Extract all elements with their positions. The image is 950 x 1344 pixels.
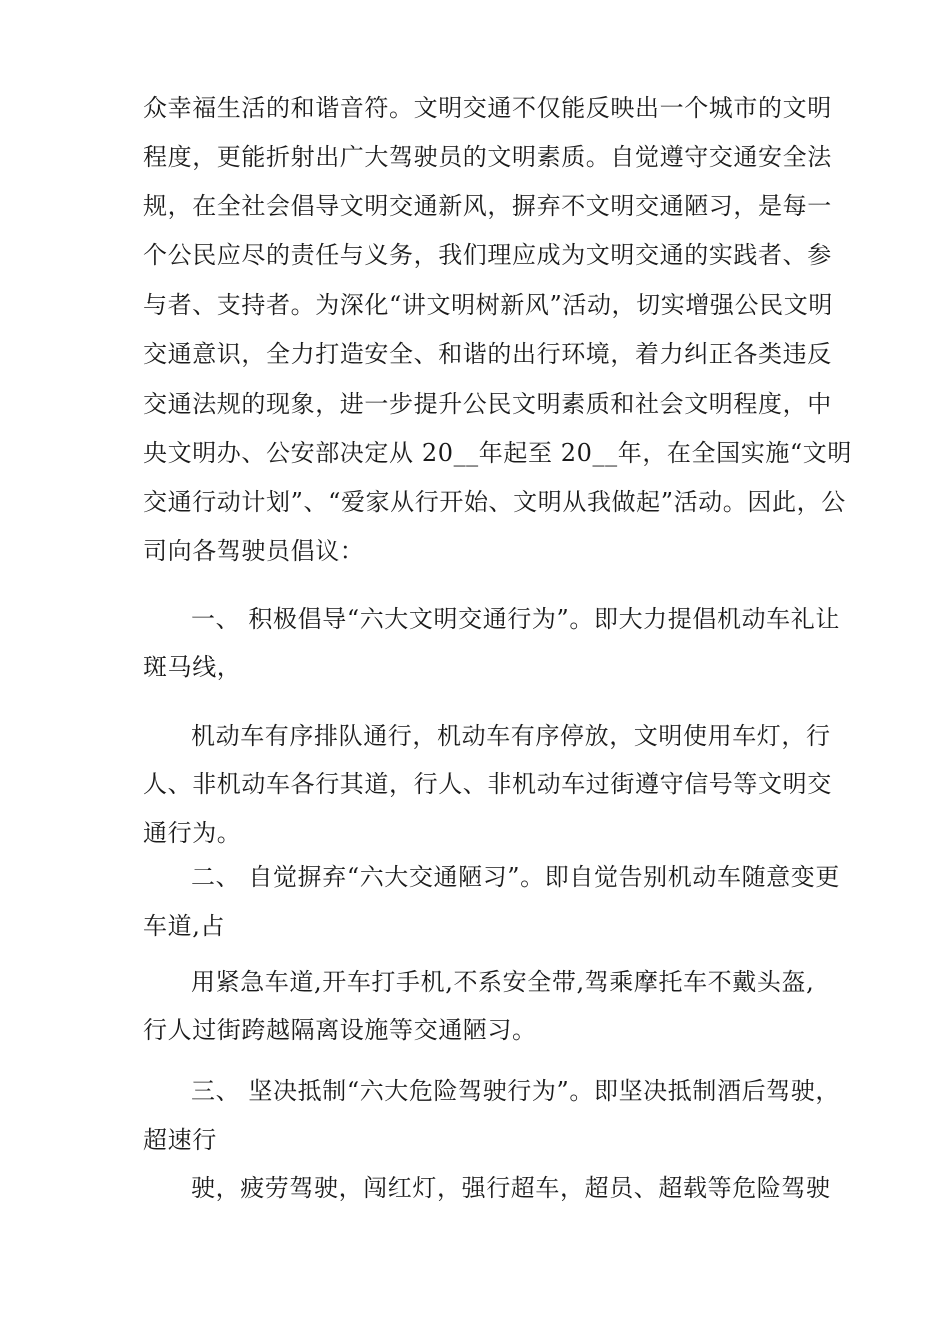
text-line: 交通行动计划”、“爱家从行开始、文明从我做起”活动。因此，公 [143, 488, 846, 516]
text-line: 与者、支持者。为深化“讲文明树新风”活动，切实增强公民文明 [143, 291, 833, 319]
text-line: 斑马线， [143, 653, 242, 681]
text-line: 用紧急车道,开车打手机,不系安全带,驾乘摩托车不戴头盔, [191, 968, 815, 996]
text-line: 程度，更能折射出广大驾驶员的文明素质。自觉遵守交通安全法 [143, 143, 832, 171]
text-line: 交通法规的现象，进一步提升公民文明素质和社会文明程度，中 [143, 390, 832, 418]
text-line: 众幸福生活的和谐音符。文明交通不仅能反映出一个城市的文明 [143, 94, 832, 122]
text-line: 二、 自觉摒弃“六大交通陋习”。即自觉告别机动车随意变更 [191, 863, 840, 891]
text-line: 个公民应尽的责任与义务，我们理应成为文明交通的实践者、参 [143, 241, 832, 269]
text-line: 通行为。 [143, 819, 242, 847]
text-line: 一、 积极倡导“六大文明交通行为”。即大力提倡机动车礼让 [191, 605, 840, 633]
text-line: 机动车有序排队通行，机动车有序停放，文明使用车灯，行 [191, 722, 831, 750]
text-line: 交通意识，全力打造安全、和谐的出行环境，着力纠正各类违反 [143, 340, 832, 368]
text-line: 司向各驾驶员倡议： [143, 537, 365, 565]
text-line: 行人过街跨越隔离设施等交通陋习。 [143, 1016, 537, 1044]
text-line: 规，在全社会倡导文明交通新风，摒弃不文明交通陋习，是每一 [143, 192, 832, 220]
text-line: 车道,占 [143, 912, 226, 940]
text-line: 超速行 [143, 1126, 217, 1154]
text-line: 三、 坚决抵制“六大危险驾驶行为”。即坚决抵制酒后驾驶， [191, 1077, 840, 1105]
text-line: 驶，疲劳驾驶，闯红灯，强行超车，超员、超载等危险驾驶 [191, 1174, 831, 1202]
text-line: 央文明办、公安部决定从 20__年起至 20__年，在全国实施“文明 [143, 439, 853, 467]
text-line: 人、非机动车各行其道，行人、非机动车过街遵守信号等文明交 [143, 770, 832, 798]
